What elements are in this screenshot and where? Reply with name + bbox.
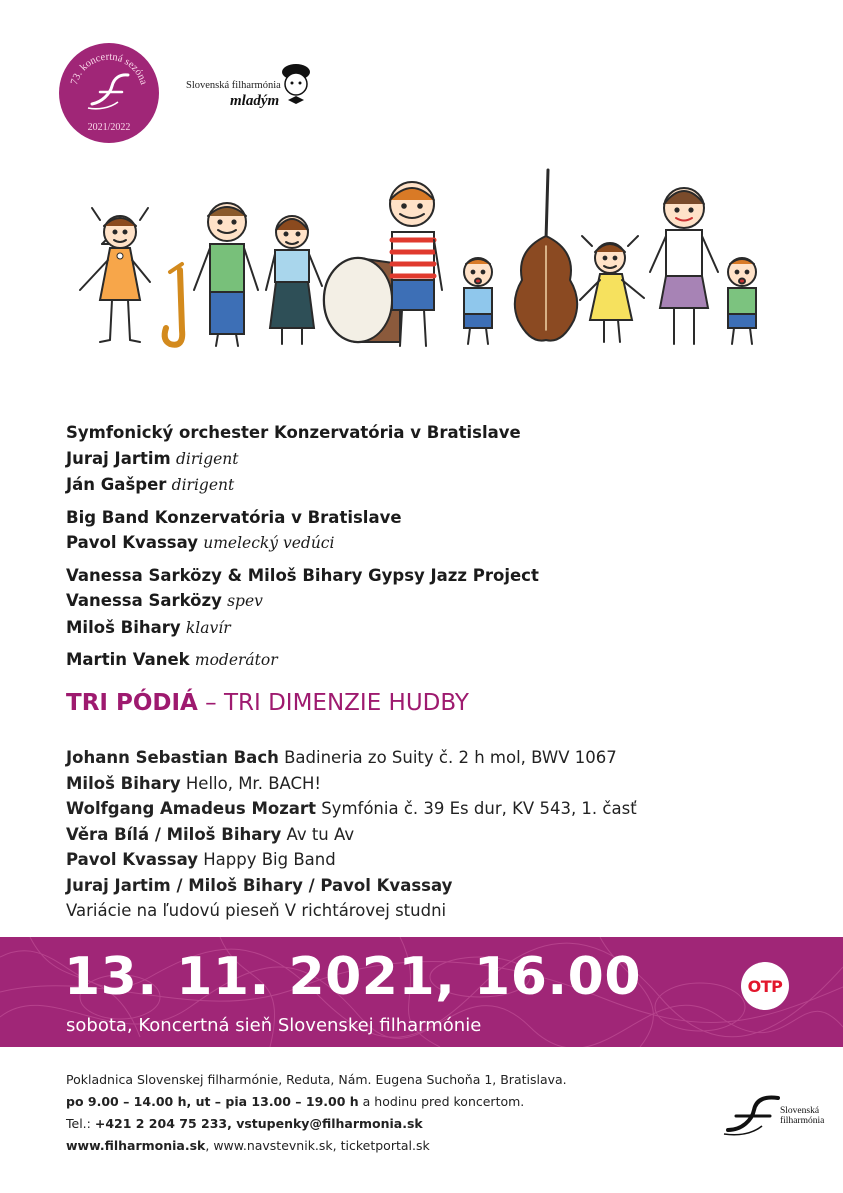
program-item	[66, 873, 786, 899]
double-bass-icon	[515, 170, 577, 341]
small-boy-figure	[464, 258, 492, 344]
girl-orange-figure	[80, 208, 150, 342]
program-item	[66, 822, 786, 848]
boy-green-figure	[194, 203, 258, 346]
performer-line	[66, 505, 766, 531]
work: Badineria zo Suity č. 2 h mol, BWV 1067	[278, 748, 617, 767]
event-date-band	[0, 937, 843, 1047]
woman-figure	[650, 188, 718, 344]
program-item	[66, 771, 786, 797]
web-line	[66, 1135, 706, 1157]
footer-info	[66, 1069, 706, 1157]
work: Happy Big Band	[197, 850, 336, 869]
performer-name: Symfonický orchester Konzervatória v Bratislave	[66, 423, 521, 442]
season-seal-logo	[58, 42, 160, 144]
performer-role: moderátor	[194, 651, 278, 669]
composer: Pavol Kvassay	[66, 850, 198, 869]
opening-hours	[66, 1091, 706, 1113]
contact-details[interactable]: +421 2 204 75 233, vstupenky@filharmonia.sk	[94, 1116, 423, 1131]
performer-name: Miloš Bihary	[66, 617, 181, 637]
performer-name: Juraj Jartim	[66, 448, 171, 468]
program-title-bold: TRI PÓDIÁ	[66, 690, 198, 716]
logo-wordmark: Slovenská filharmónia	[780, 1106, 825, 1126]
work: Symfónia č. 39 Es dur, KV 543, 1. časť	[315, 799, 637, 818]
svg-text:2021/2022: 2021/2022	[87, 122, 131, 133]
composer: Wolfgang Amadeus Mozart	[66, 799, 316, 818]
performer-role: umelecký vedúci	[203, 534, 335, 552]
performer-name: Martin Vanek	[66, 650, 190, 669]
main-website-link[interactable]: www.filharmonia.sk	[66, 1138, 206, 1153]
saxophone-icon	[165, 264, 183, 345]
performer-role: klavír	[185, 618, 231, 637]
mascot-icon	[274, 60, 314, 110]
performer-name: Big Band Konzervatória v Bratislave	[66, 507, 402, 527]
performer-line	[66, 530, 766, 557]
opening-hours-bold: po 9.00 – 14.00 h, ut – pia 13.00 – 19.00 h	[66, 1094, 359, 1109]
program-title-rest: – TRI DIMENZIE HUDBY	[197, 690, 469, 716]
performer-line	[66, 647, 766, 674]
program-list	[66, 745, 786, 924]
event-venue: sobota, Koncertná sieň Slovenskej filharmónie	[66, 1015, 482, 1036]
work: Hello, Mr. BACH!	[180, 773, 322, 793]
work: Av tu Av	[281, 824, 355, 844]
performers-list	[66, 420, 766, 674]
box-office-address: Pokladnica Slovenskej filharmónie, Reduta, Nám. Eugena Suchoňa 1, Bratislava.	[66, 1072, 567, 1087]
performer-line	[66, 615, 766, 642]
contact-line	[66, 1113, 706, 1135]
performer-role: spev	[227, 592, 263, 610]
composer: Johann Sebastian Bach	[66, 748, 279, 767]
work: Variácie na ľudovú pieseň V richtárovej studni	[66, 901, 447, 920]
performer-name: Pavol Kvassay	[66, 533, 198, 552]
performer-line	[66, 588, 766, 615]
program-item	[66, 745, 786, 771]
girl-blue-figure	[266, 216, 322, 344]
program-title	[66, 690, 469, 716]
slovenska-filharmonia-logo	[722, 1090, 825, 1140]
girl-yellow-figure	[580, 236, 644, 342]
performer-name: Vanessa Sarközy	[66, 591, 222, 610]
kids-with-instruments-illustration	[70, 160, 780, 360]
small-boy-2-figure	[728, 258, 756, 344]
performer-line	[66, 563, 766, 589]
svg-text:73. koncertná sezóna: 73. koncertná sezóna	[69, 51, 149, 87]
opening-hours-rest: a hodinu pred koncertom.	[358, 1094, 525, 1109]
brand-line-2: mladým	[230, 93, 280, 109]
sponsor-name: OTP	[747, 976, 783, 996]
performer-line	[66, 472, 766, 499]
other-websites[interactable]: , www.navstevnik.sk, ticketportal.sk	[205, 1138, 430, 1153]
event-date-time: 13. 11. 2021, 16.00	[64, 947, 642, 1007]
sf-mladym-logo	[186, 60, 316, 116]
program-item	[66, 796, 786, 822]
performer-role: dirigent	[175, 449, 239, 468]
performer-name: Vanessa Sarközy & Miloš Bihary Gypsy Jazz Project	[66, 565, 539, 585]
performer-line	[66, 420, 766, 446]
performer-name: Ján Gašper	[66, 475, 167, 494]
tel-prefix: Tel.:	[66, 1116, 95, 1131]
filharmonia-emblem-icon	[722, 1090, 782, 1140]
composer: Miloš Bihary	[66, 773, 181, 793]
performer-line	[66, 446, 766, 473]
sponsor-otp-logo	[741, 962, 789, 1010]
program-item	[66, 898, 786, 924]
composer: Juraj Jartim / Miloš Bihary / Pavol Kvassay	[66, 875, 453, 895]
brand-line-1: Slovenská filharmónia	[186, 80, 281, 91]
performer-role: dirigent	[171, 476, 235, 494]
drum-icon	[324, 258, 400, 342]
composer: Věra Bílá / Miloš Bihary	[66, 824, 282, 844]
program-item	[66, 847, 786, 873]
